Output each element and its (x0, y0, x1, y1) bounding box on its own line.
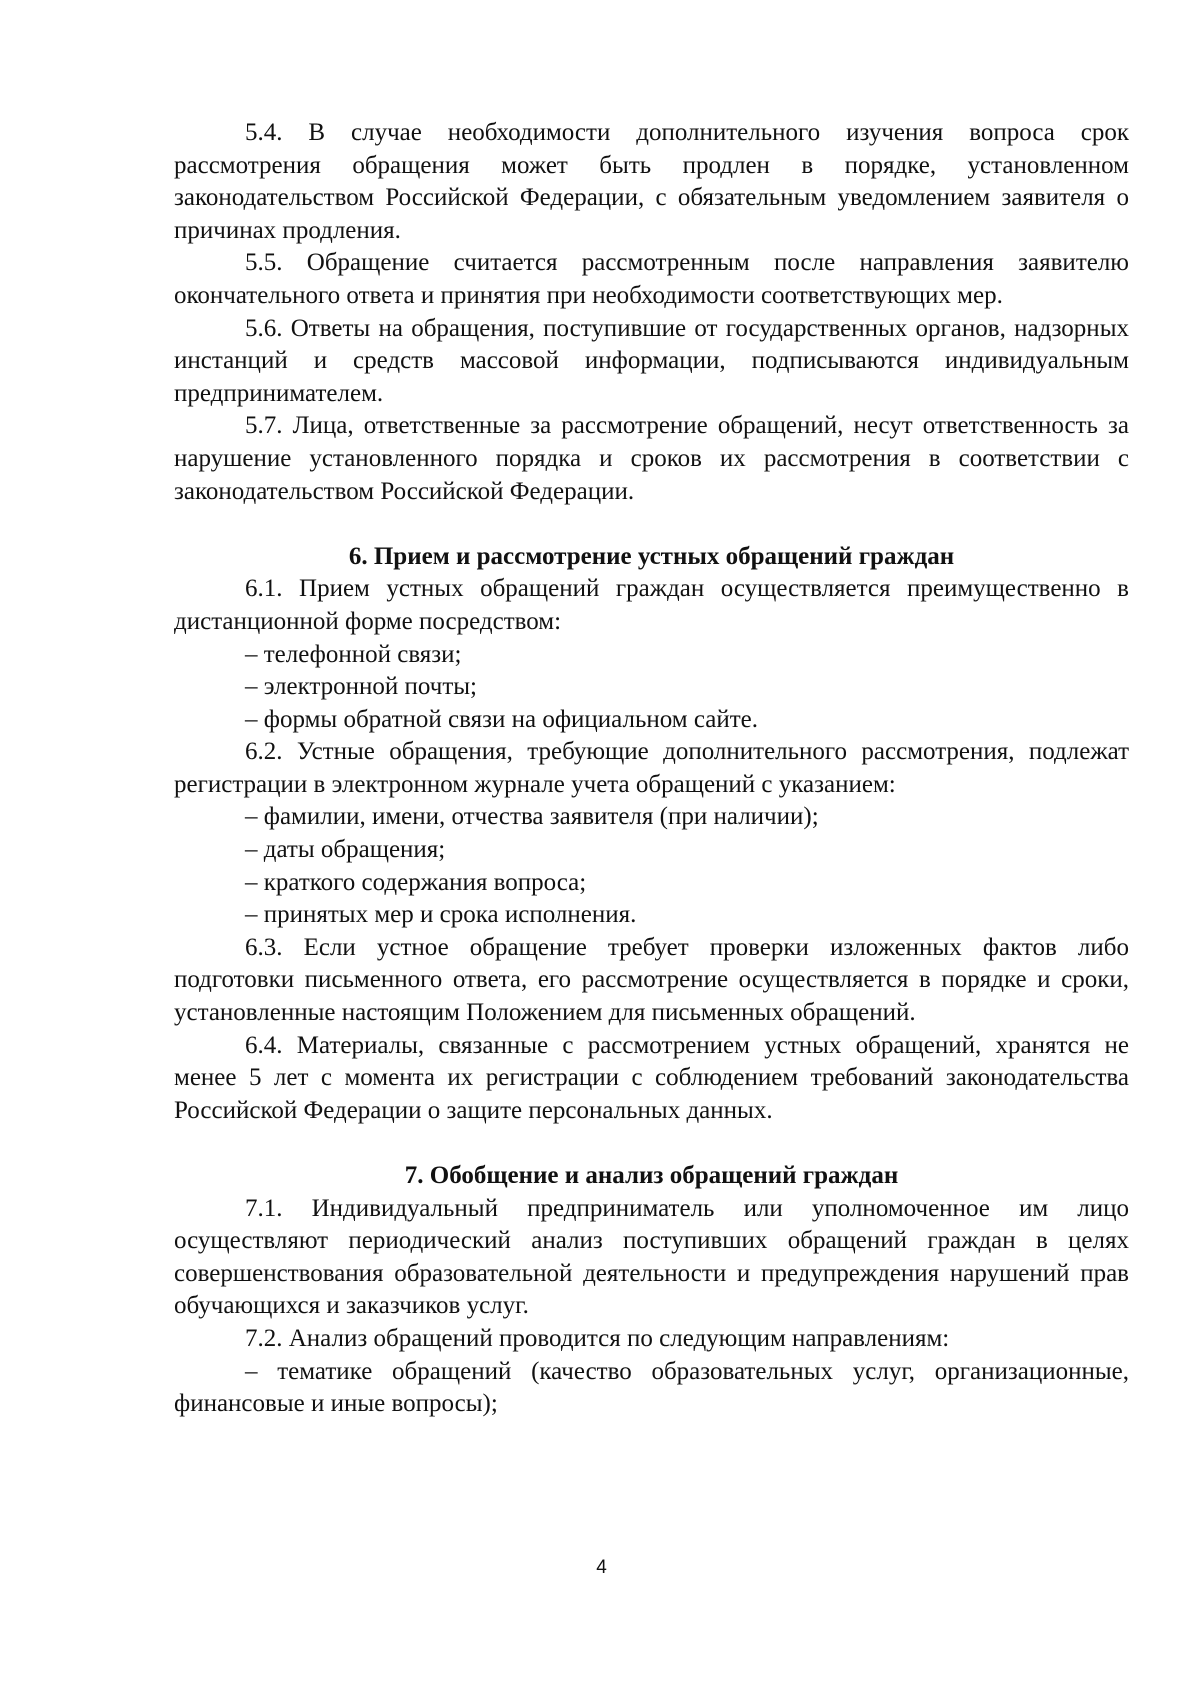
section-spacer (174, 1127, 1129, 1160)
list-item: – тематике обращений (качество образовательных услуг, организационные, финансовые и иные вопросы); (174, 1357, 1129, 1418)
paragraph-7-2: 7.2. Анализ обращений проводится по следующим направлениям: (245, 1324, 950, 1352)
section-6-heading: 6. Прием и рассмотрение устных обращений граждан (348, 542, 955, 570)
section-7-heading: 7. Обобщение и анализ обращений граждан (404, 1162, 899, 1189)
paragraph-6-3: 6.3. Если устное обращение требует проверки изложенных фактов либо подготовки письменного ответа, его рассмотрение осуществляется в порядке и сроки, установленные настоящим Положением для письменных обращений. (174, 933, 1129, 1027)
paragraph-5-6: 5.6. Ответы на обращения, поступившие от государственных органов, надзорных инстанций и средств массовой информации, подписываются индивидуальным предпринимателем. (174, 314, 1129, 407)
paragraph-5-5: 5.5. Обращение считается рассмотренным после направления заявителю окончательного ответа и принятия при необходимости соответствующих мер. (174, 249, 1129, 309)
list-item: – фамилии, имени, отчества заявителя (при наличии); (245, 803, 819, 831)
paragraph-6-4: 6.4. Материалы, связанные с рассмотрением устных обращений, хранятся не менее 5 лет с момента их регистрации с соблюдением требований законодательства Российской Федерации о защите персональных данных. (174, 1031, 1129, 1124)
list-item: – краткого содержания вопроса; (245, 868, 587, 896)
paragraph-5-4: 5.4. В случае необходимости дополнительного изучения вопроса срок рассмотрения обращения может быть продлен в порядке, установленном законодательством Российской Федерации, с обязательным уведомлением заявителя о причинах продления. (174, 119, 1129, 244)
paragraph-5-7: 5.7. Лица, ответственные за рассмотрение обращений, несут ответственность за нарушение установленного порядка и сроков их рассмотрения в соответствии с законодательством Российской Федерации. (174, 412, 1129, 505)
paragraph-6-1: 6.1. Прием устных обращений граждан осуществляется преимущественно в дистанционной форме посредством: (174, 575, 1129, 635)
page-content (174, 117, 1129, 1421)
paragraph-7-1: 7.1. Индивидуальный предприниматель или уполномоченное им лицо осуществляют периодический анализ поступивших обращений граждан в целях совершенствования образовательной деятельности и предупреждения нарушений прав обучающихся и заказчиков услуг. (174, 1194, 1129, 1320)
list-item: – принятых мер и срока исполнения. (245, 901, 637, 929)
list-item: – даты обращения; (245, 836, 446, 864)
paragraph-6-2: 6.2. Устные обращения, требующие дополнительного рассмотрения, подлежат регистрации в электронном журнале учета обращений с указанием: (174, 738, 1129, 798)
list-item: – телефонной связи; (245, 640, 462, 668)
list-item: – электронной почты; (245, 673, 478, 701)
list-item: – формы обратной связи на официальном сайте. (245, 705, 758, 733)
page-number: 4 (596, 1557, 607, 1578)
section-spacer (174, 508, 1129, 541)
